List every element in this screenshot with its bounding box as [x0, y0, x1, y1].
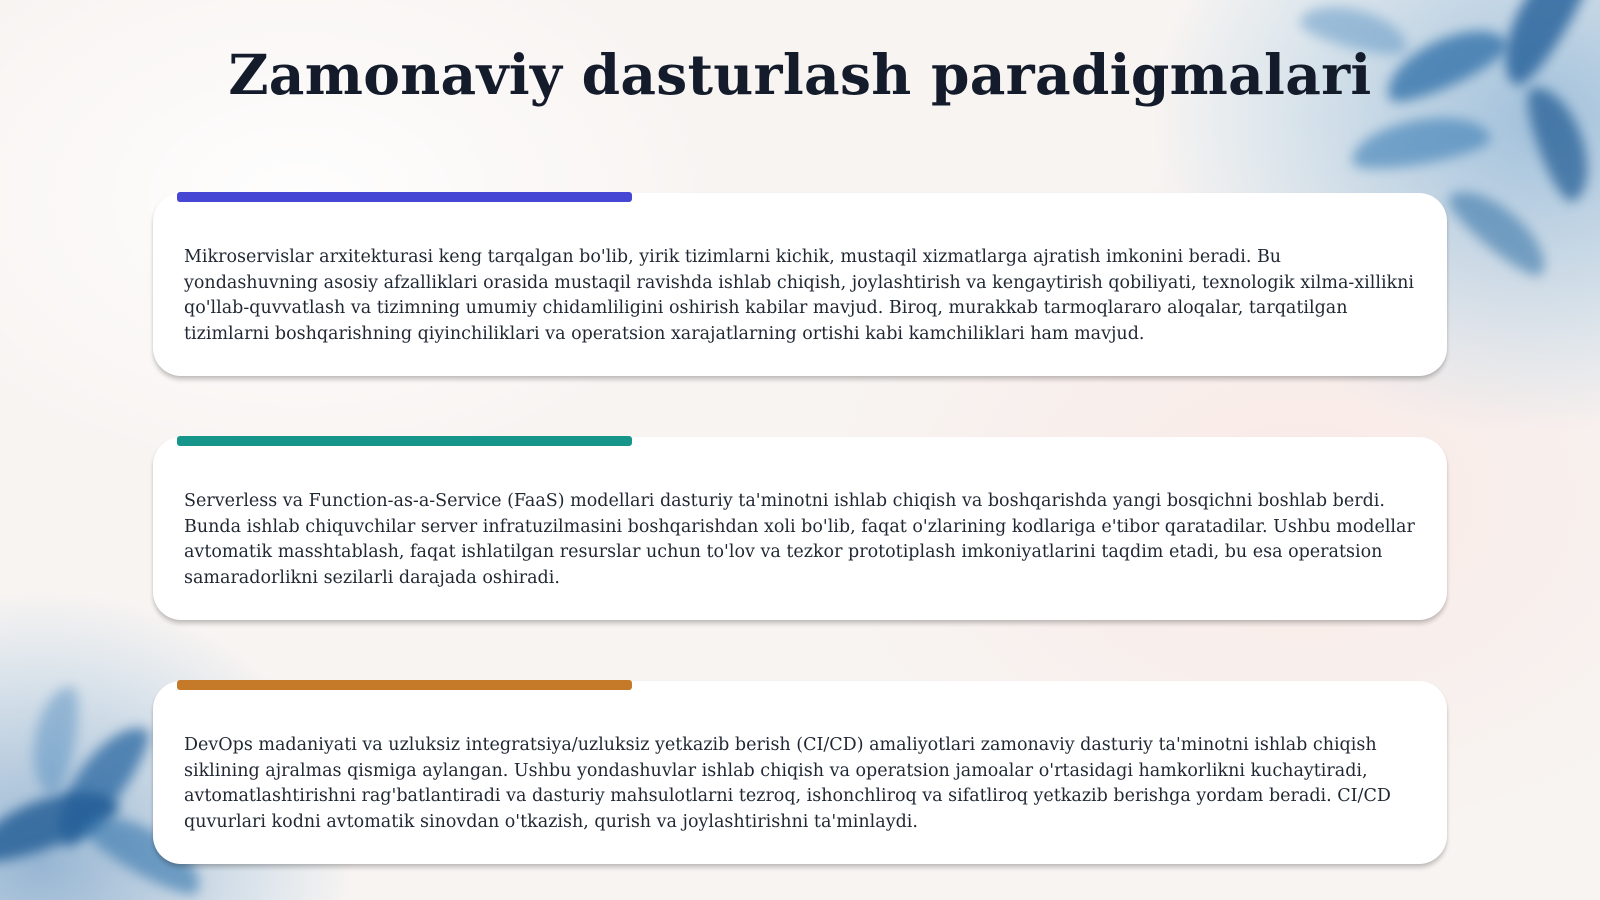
- leaf-decoration: [1441, 176, 1559, 284]
- section-card: [153, 437, 1447, 620]
- section-accent-bar: [177, 680, 632, 690]
- leaf-decoration: [1347, 108, 1493, 176]
- section-card: [153, 681, 1447, 864]
- section-text: DevOps madaniyati va uzluksiz integratsiya/uzluksiz yetkazib berish (CI/CD) amaliyotlari zamonaviy dasturiy ta'minotni ishlab chiqish siklining ajralmas qismiga aylangan. Ushbu yondashuvlar ishlab chiqish va operatsion jamoalar o'rtasidagi hamkorlikni kuchaytiradi, avtomatlashtirishni rag'batlantiradi va dasturiy mahsulotlarni tezroq, ishonchliroq va sifatliroq yetkazib berishga yordam beradi. CI/CD quvurlari kodni avtomatik sinovdan o'tkazish, qurish va joylashtirishni ta'minlaydi.: [184, 735, 1391, 832]
- slide-title: Zamonaviy dasturlash paradigmalari: [228, 42, 1372, 107]
- section-accent-bar: [177, 436, 632, 446]
- section-accent-bar: [177, 192, 632, 202]
- section-card: [153, 193, 1447, 376]
- section-text: Serverless va Function-as-a-Service (FaaS) modellari dasturiy ta'minotni ishlab chiqish va boshqarishda yangi bosqichni boshlab berdi. Bunda ishlab chiquvchilar server infratuzilmasini boshqarishdan xoli bo'lib, faqat o'zlarining kodlariga e'tibor qaratadilar. Ushbu modellar avtomatik masshtablash, faqat ishlatilgan resurslar uchun to'lov va tezkor prototiplash imkoniyatlarini taqdim etadi, bu esa operatsion samaradorlikni sezilarli darajada oshiradi.: [184, 491, 1415, 588]
- section-text: Mikroservislar arxitekturasi keng tarqalgan bo'lib, yirik tizimlarni kichik, mustaqil xizmatlarga ajratish imkonini beradi. Bu yondashuvning asosiy afzalliklari orasida mustaqil ravishda ishlab chiqish, joylashtirish va kengaytirish qobiliyati, texnologik xilma-xillikni qo'llab-quvvatlash va tizimning umumiy chidamliligini oshirish kabilar mavjud. Biroq, murakkab tarmoqlararo aloqalar, tarqatilgan tizimlarni boshqarishning qiyinchiliklari va operatsion xarajatlarning ortishi kabi kamchiliklari ham mavjud.: [184, 247, 1415, 344]
